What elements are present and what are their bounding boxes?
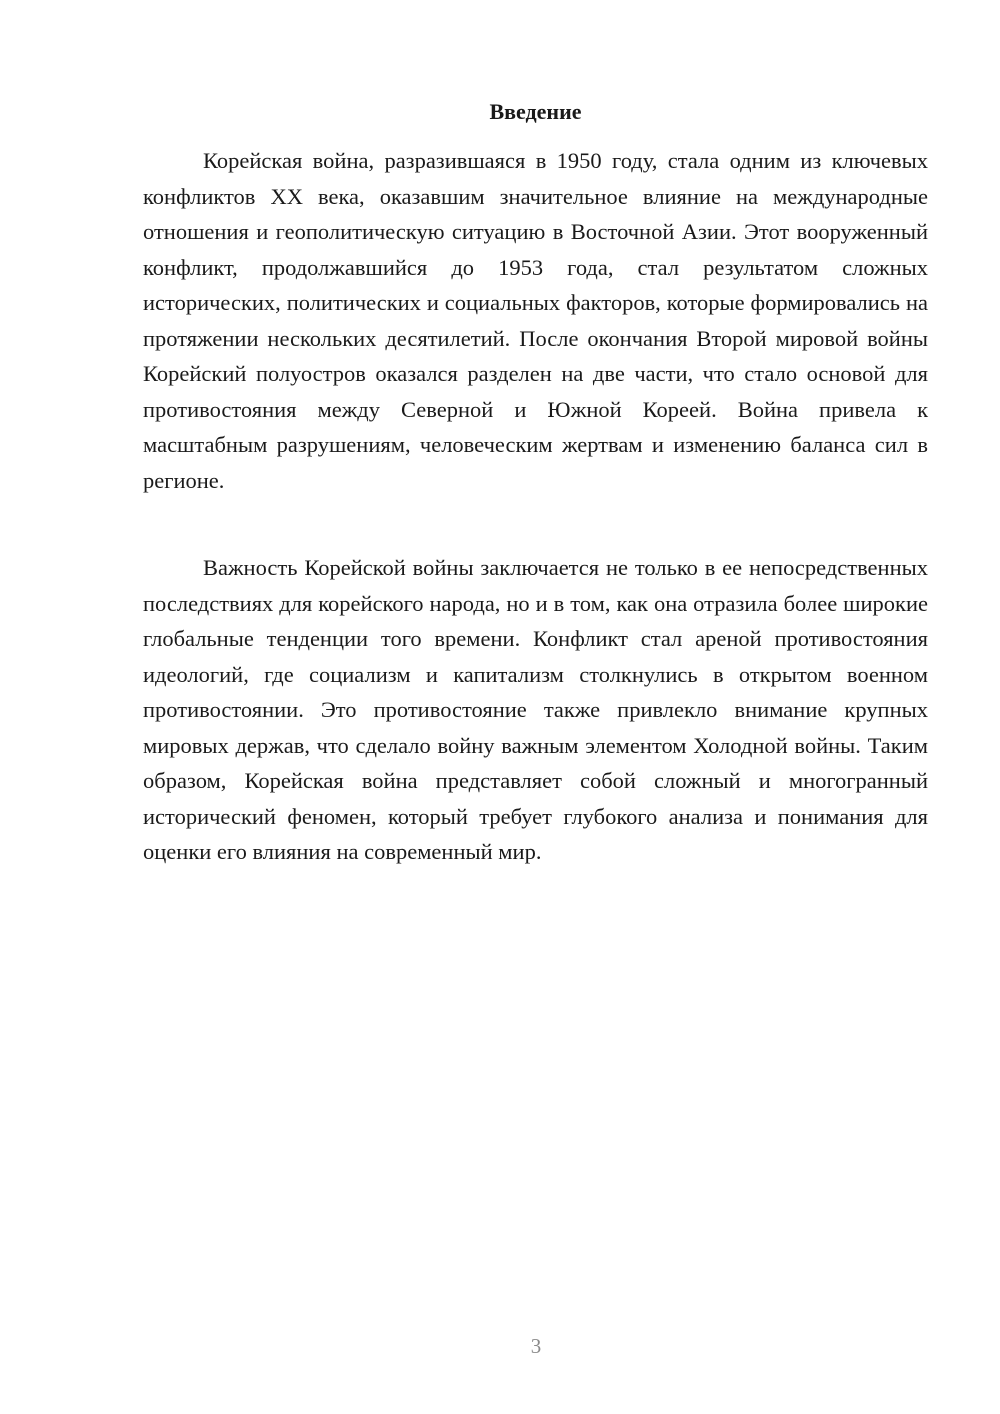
page-number: 3	[530, 1334, 542, 1358]
section-heading: Введение	[489, 99, 582, 124]
paragraph-1: Корейская война, разразившаяся в 1950 году, стала одним из ключевых конфликтов XX века, оказавшим значительное влияние на международные отношения и геополитическую ситуацию в Восточной Азии. Этот вооруженный конфликт, продолжавшийся до 1953 года, стал результатом сложных исторических, политических и социальных факторов, которые формировались на протяжении нескольких десятилетий. После окончания Второй мировой войны Корейский полуостров оказался разделен на две части, что стало основой для противостояния между Северной и Южной Кореей. Война привела к масштабным разрушениям, человеческим жертвам и изменению баланса сил в регионе.	[143, 148, 928, 493]
paragraph-block-2	[143, 550, 928, 870]
paragraph-block-1	[143, 143, 928, 498]
paragraph-2: Важность Корейской войны заключается не только в ее непосредственных последствиях для корейского народа, но и в том, как она отразила более широкие глобальные тенденции того времени. Конфликт стал ареной противостояния идеологий, где социализм и капитализм столкнулись в открытом военном противостоянии. Это противостояние также привлекло внимание крупных мировых держав, что сделало войну важным элементом Холодной войны. Таким образом, Корейская война представляет собой сложный и многогранный исторический феномен, который требует глубокого анализа и понимания для оценки его влияния на современный мир.	[143, 555, 928, 864]
